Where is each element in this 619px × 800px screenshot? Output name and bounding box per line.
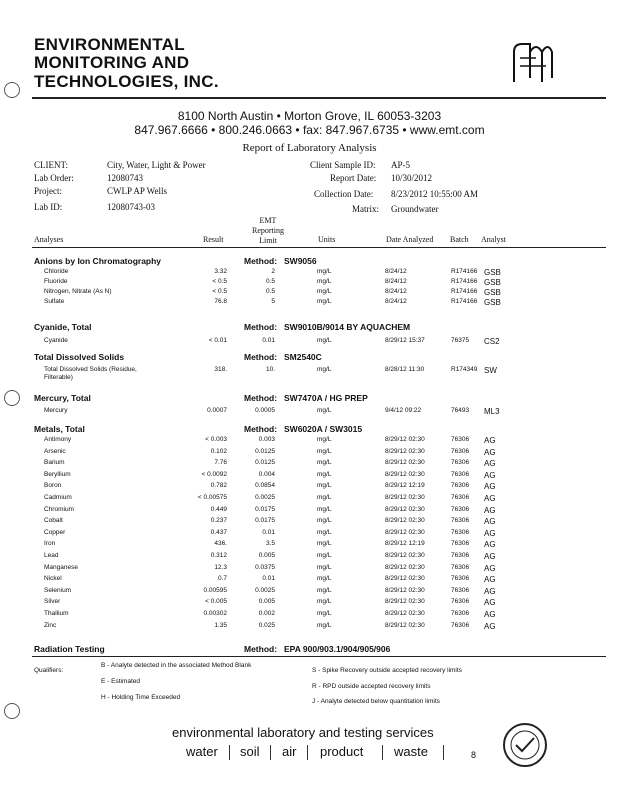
client-value: City, Water, Light & Power [107, 160, 206, 170]
cell-batch: 76306 [451, 517, 470, 525]
page-number: 8 [471, 750, 477, 760]
cell-limit: 2 [271, 268, 275, 275]
cell-analyte: Lead [44, 552, 59, 559]
client-label: CLIENT: [34, 160, 69, 170]
cell-limit: 0.01 [262, 337, 275, 344]
cell-batch: 76306 [451, 447, 470, 455]
cell-date: 8/29/12 02:30 [385, 610, 425, 617]
cell-analyte: Barium [44, 459, 65, 467]
header-emt: EMT [259, 216, 277, 225]
qualifier-r: R - RPD outside accepted recovery limits [312, 683, 431, 690]
cell-result: < 0.0092 [201, 470, 227, 478]
cell-batch: R174166 [451, 268, 478, 275]
qualifier-j: J - Analyte detected below quantitation limits [312, 698, 440, 705]
cell-result: 318. [214, 366, 227, 373]
collection-date-label: Collection Date: [314, 189, 374, 199]
cell-result: 0.00595 [203, 586, 227, 594]
cell-batch: 76306 [451, 482, 470, 490]
table-row [34, 298, 584, 308]
cell-result: 0.782 [210, 482, 227, 490]
cell-analyst: AG [484, 505, 496, 515]
cell-date: 8/29/12 02:30 [385, 447, 425, 455]
cell-date: 8/29/12 02:30 [385, 494, 425, 501]
cell-limit: 0.0025 [255, 494, 275, 501]
cell-result: 0.449 [210, 505, 227, 513]
table-row [34, 288, 584, 298]
cell-limit: 0.005 [258, 598, 275, 606]
cell-analyte: Total Dissolved Solids (Residue, [44, 366, 137, 373]
cell-date: 8/28/12 11:30 [385, 366, 425, 373]
section-cyanide-method: SW9010B/9014 BY AQUACHEM [284, 322, 411, 332]
qualifier-e: E - Estimated [101, 678, 141, 685]
cell-units: mg/L [317, 366, 332, 373]
punch-hole-icon [4, 82, 20, 98]
cell-analyst: AG [484, 586, 496, 596]
cell-analyst: AG [484, 447, 496, 457]
cell-analyte: Nitrogen, Nitrate (As N) [44, 288, 112, 295]
cell-date: 8/24/12 [385, 298, 407, 305]
cell-analyst: GSB [484, 298, 501, 307]
section-mercury: Mercury, Total [34, 393, 91, 403]
cell-analyst: CS2 [484, 337, 500, 346]
cell-units: mg/L [317, 610, 332, 617]
cell-analyte: Manganese [44, 563, 78, 571]
report-title: Report of Laboratory Analysis [242, 142, 377, 154]
cell-limit: 0.005 [258, 552, 275, 559]
header-rule [32, 97, 606, 99]
cell-analyst: AG [484, 470, 496, 480]
certification-seal-icon [502, 722, 548, 768]
cell-analyte: Mercury [44, 407, 68, 414]
cell-units: mg/L [317, 563, 332, 571]
address-line-1: 8100 North Austin • Morton Grove, IL 60053-3203 [177, 109, 442, 123]
cell-result: 0.00302 [203, 610, 227, 617]
cell-limit: 0.01 [262, 528, 275, 536]
lab-order-value: 12080743 [107, 173, 143, 183]
table-row [34, 459, 584, 469]
cell-date: 8/29/12 02:30 [385, 563, 425, 571]
cell-result: 0.102 [210, 447, 227, 455]
cell-limit: 0.0125 [255, 459, 275, 467]
section-mercury-method: SW7470A / HG PREP [284, 393, 368, 403]
section-tds: Total Dissolved Solids [34, 352, 125, 362]
table-row [34, 471, 584, 481]
matrix-label: Matrix: [352, 204, 379, 214]
cell-limit: 0.004 [258, 470, 275, 478]
header-analyst: Analyst [481, 235, 506, 244]
cell-limit: 3.5 [265, 540, 275, 548]
cell-batch: R174166 [451, 298, 478, 305]
cell-analyte: Arsenic [44, 447, 66, 455]
cell-result: 3.32 [214, 268, 227, 275]
cell-analyte: Chromium [44, 505, 74, 513]
header-underline [32, 247, 606, 248]
header-reporting: Reporting [252, 226, 284, 235]
address-line-2: 847.967.6666 • 800.246.0663 • fax: 847.967.6735 • www.emt.com [134, 123, 485, 137]
section-cyanide-method-label: Method: [244, 322, 278, 332]
table-row [34, 436, 584, 446]
cell-units: mg/L [317, 540, 332, 548]
cell-analyte: Chloride [44, 268, 69, 275]
cell-batch: 76306 [451, 470, 470, 478]
cell-analyst: AG [484, 459, 496, 469]
cell-result: < 0.01 [208, 337, 227, 344]
cell-result: < 0.5 [212, 278, 227, 285]
cell-result: 0.312 [210, 552, 227, 559]
table-row [34, 407, 584, 417]
cell-analyst: SW [484, 366, 497, 375]
section-tds-method: SM2540C [284, 352, 322, 362]
cell-limit: 0.5 [265, 288, 275, 295]
cell-date: 8/29/12 02:30 [385, 470, 425, 478]
cell-analyst: AG [484, 436, 496, 445]
cell-date: 8/24/12 [385, 288, 407, 295]
cell-result: < 0.00575 [197, 494, 227, 501]
table-row [34, 564, 584, 574]
table-row [34, 448, 584, 458]
section-anions-method: SW9056 [284, 256, 317, 266]
qualifiers-label: Qualifiers: [34, 667, 64, 674]
emt-logo-icon [506, 38, 556, 86]
footer-category-water: water [186, 744, 218, 759]
cell-units: mg/L [317, 575, 332, 583]
cell-analyst: AG [484, 528, 496, 538]
lab-order-label: Lab Order: [34, 173, 74, 183]
table-row [34, 598, 584, 608]
cell-date: 8/29/12 02:30 [385, 436, 425, 443]
cell-batch: 76306 [451, 552, 470, 559]
cell-limit: 0.0175 [255, 517, 275, 525]
cell-analyst: AG [484, 482, 496, 492]
cell-analyst: ML3 [484, 407, 500, 416]
table-row [34, 610, 584, 620]
cell-result: 0.237 [210, 517, 227, 525]
cell-analyte: Sulfate [44, 298, 65, 305]
cell-result: < 0.5 [212, 288, 227, 295]
cell-result: 0.7 [217, 575, 227, 583]
cell-result: 436. [214, 540, 227, 548]
section-anions: Anions by Ion Chromatography [34, 256, 162, 266]
cell-analyst: AG [484, 563, 496, 573]
cell-analyte: Silver [44, 598, 61, 606]
cell-date: 8/29/12 02:30 [385, 528, 425, 536]
cell-analyte: Cyanide [44, 337, 68, 344]
cell-batch: 76306 [451, 575, 470, 583]
cell-units: mg/L [317, 598, 332, 606]
cell-batch: 76306 [451, 598, 470, 606]
cell-units: mg/L [317, 447, 332, 455]
cell-batch: 76306 [451, 540, 470, 548]
section-tds-method-label: Method: [244, 352, 278, 362]
cell-limit: 0.0125 [255, 447, 275, 455]
cell-batch: 76306 [451, 610, 470, 617]
cell-analyst: AG [484, 610, 496, 619]
section-metals-method: SW6020A / SW3015 [284, 424, 363, 434]
client-sample-label: Client Sample ID: [310, 160, 376, 170]
cell-batch: 76306 [451, 436, 470, 443]
cell-analyte: Selenium [44, 586, 72, 594]
cell-limit: 5 [271, 298, 275, 305]
cell-units: mg/L [317, 470, 332, 478]
lab-id-value: 12080743-03 [107, 202, 155, 212]
cell-date: 8/29/12 12:19 [385, 482, 425, 490]
table-row [34, 337, 584, 347]
cell-limit: 0.5 [265, 278, 275, 285]
cell-analyst: AG [484, 540, 496, 550]
cell-batch: 76306 [451, 494, 470, 501]
cell-units: mg/L [317, 505, 332, 513]
cell-result: 76.8 [214, 298, 227, 305]
section-cyanide: Cyanide, Total [34, 322, 92, 332]
report-date-label: Report Date: [330, 173, 377, 183]
cell-analyte: Nickel [44, 575, 62, 583]
cell-units: mg/L [317, 459, 332, 467]
cell-date: 8/24/12 [385, 278, 407, 285]
cell-units: mg/L [317, 528, 332, 536]
cell-units: mg/L [317, 436, 332, 443]
cell-batch: 76306 [451, 459, 470, 467]
header-units: Units [318, 235, 336, 244]
cell-analyst: AG [484, 575, 496, 585]
qualifier-b: B - Analyte detected in the associated Method Blank [101, 662, 252, 669]
cell-analyst: GSB [484, 278, 501, 287]
footer-separator [270, 745, 271, 760]
footer-category-air: air [282, 744, 297, 759]
footer-tagline: environmental laboratory and testing services [172, 725, 434, 740]
cell-batch: 76306 [451, 528, 470, 536]
cell-analyst: AG [484, 494, 496, 503]
qualifier-h: H - Holding Time Exceeded [101, 694, 181, 701]
cell-limit: 0.0025 [255, 586, 275, 594]
cell-date: 8/29/12 02:30 [385, 552, 425, 559]
cell-batch: R174166 [451, 278, 478, 285]
cell-result: 0.437 [210, 528, 227, 536]
lab-id-label: Lab ID: [34, 202, 63, 212]
cell-analyst: AG [484, 552, 496, 561]
footer-separator [443, 745, 444, 760]
cell-batch: R174166 [451, 288, 478, 295]
cell-limit: 0.002 [258, 610, 275, 617]
table-row [34, 587, 584, 597]
cell-analyte: Boron [44, 482, 62, 490]
cell-units: mg/L [317, 288, 332, 295]
project-value: CWLP AP Wells [107, 186, 167, 196]
cell-date: 8/29/12 02:30 [385, 459, 425, 467]
cell-analyst: GSB [484, 268, 501, 277]
punch-hole-icon [4, 390, 20, 406]
cell-date: 8/29/12 12:19 [385, 540, 425, 548]
cell-date: 8/29/12 02:30 [385, 575, 425, 583]
cell-limit: 0.0005 [255, 407, 275, 414]
table-row [34, 494, 584, 504]
cell-batch: 76493 [451, 407, 470, 414]
cell-analyst: AG [484, 598, 496, 608]
cell-date: 8/24/12 [385, 268, 407, 275]
cell-result: 12.3 [214, 563, 227, 571]
cell-analyte: Cobalt [44, 517, 63, 525]
table-row [34, 482, 584, 492]
cell-batch: 76375 [451, 337, 470, 344]
cell-result: 0.0007 [207, 407, 227, 414]
section-metals: Metals, Total [34, 424, 85, 434]
cell-units: mg/L [317, 552, 332, 559]
cell-date: 8/29/12 02:30 [385, 598, 425, 606]
cell-analyte: Beryllium [44, 470, 71, 478]
cell-units: mg/L [317, 278, 332, 285]
company-name-line-3: TECHNOLOGIES, INC. [34, 72, 219, 91]
cell-units: mg/L [317, 337, 332, 344]
qualifier-s: S - Spike Recovery outside accepted recovery limits [312, 667, 462, 674]
report-date-value: 10/30/2012 [391, 173, 433, 183]
cell-analyte: Iron [44, 540, 56, 548]
cell-units: mg/L [317, 621, 332, 629]
header-batch: Batch [450, 235, 469, 244]
cell-limit: 0.025 [258, 621, 275, 629]
table-row [34, 529, 584, 539]
cell-analyte: Zinc [44, 621, 57, 629]
footer-category-product: product [320, 744, 364, 759]
cell-units: mg/L [317, 586, 332, 594]
cell-limit: 0.0854 [255, 482, 275, 490]
cell-analyst: AG [484, 517, 496, 527]
cell-date: 8/29/12 02:30 [385, 517, 425, 525]
table-row [34, 575, 584, 585]
cell-limit: 0.0375 [255, 563, 275, 571]
section-metals-method-label: Method: [244, 424, 278, 434]
company-name-line-2: MONITORING AND [34, 53, 190, 72]
footer-category-soil: soil [240, 744, 260, 759]
cell-analyte: Fluoride [44, 278, 68, 285]
cell-result: < 0.005 [205, 598, 227, 606]
cell-units: mg/L [317, 517, 332, 525]
cell-date: 8/29/12 02:30 [385, 621, 425, 629]
cell-analyte: Thallium [44, 610, 69, 617]
cell-batch: 76306 [451, 563, 470, 571]
cell-limit: 0.0175 [255, 505, 275, 513]
cell-analyte: Copper [44, 528, 66, 536]
table-row [34, 622, 584, 632]
header-date-analyzed: Date Analyzed [386, 235, 434, 244]
cell-batch: R174349 [451, 366, 478, 373]
table-row [34, 268, 584, 278]
cell-units: mg/L [317, 494, 332, 501]
footer-separator [229, 745, 230, 760]
table-row [34, 506, 584, 516]
cell-limit: 0.003 [258, 436, 275, 443]
cell-analyte: Filterable) [44, 374, 73, 381]
cell-result: < 0.003 [205, 436, 227, 443]
results-bottom-rule [32, 656, 606, 657]
cell-batch: 76306 [451, 621, 470, 629]
cell-analyte: Antimony [44, 436, 72, 443]
footer-category-waste: waste [394, 744, 428, 759]
cell-analyst: AG [484, 621, 496, 631]
cell-result: 1.35 [214, 621, 227, 629]
section-anions-method-label: Method: [244, 256, 278, 266]
cell-units: mg/L [317, 482, 332, 490]
cell-date: 9/4/12 09:22 [385, 407, 422, 414]
table-row [34, 540, 584, 550]
cell-date: 8/29/12 02:30 [385, 586, 425, 594]
company-name-line-1: ENVIRONMENTAL [34, 35, 185, 54]
footer-separator [307, 745, 308, 760]
cell-date: 8/29/12 15:37 [385, 337, 425, 344]
cell-result: 7.76 [214, 459, 227, 467]
section-radiation-method: EPA 900/903.1/904/905/906 [284, 644, 391, 654]
cell-date: 8/29/12 02:30 [385, 505, 425, 513]
footer-separator [382, 745, 383, 760]
table-row [34, 278, 584, 288]
project-label: Project: [34, 186, 62, 196]
header-result: Result [203, 235, 224, 244]
cell-units: mg/L [317, 407, 332, 414]
header-analyses: Analyses [34, 235, 64, 244]
cell-limit: 10. [265, 366, 275, 373]
cell-analyst: GSB [484, 288, 501, 297]
table-row [34, 552, 584, 562]
punch-hole-icon [4, 703, 20, 719]
cell-batch: 76306 [451, 586, 470, 594]
cell-limit: 0.01 [262, 575, 275, 583]
cell-analyte: Cadmium [44, 494, 72, 501]
client-sample-value: AP-5 [391, 160, 411, 170]
table-row [34, 517, 584, 527]
cell-units: mg/L [317, 298, 332, 305]
header-limit: Limit [259, 236, 277, 245]
cell-batch: 76306 [451, 505, 470, 513]
section-mercury-method-label: Method: [244, 393, 278, 403]
section-radiation: Radiation Testing [34, 644, 105, 654]
section-radiation-method-label: Method: [244, 644, 278, 654]
matrix-value: Groundwater [391, 204, 439, 214]
collection-date-value: 8/23/2012 10:55:00 AM [391, 189, 479, 199]
cell-units: mg/L [317, 268, 332, 275]
